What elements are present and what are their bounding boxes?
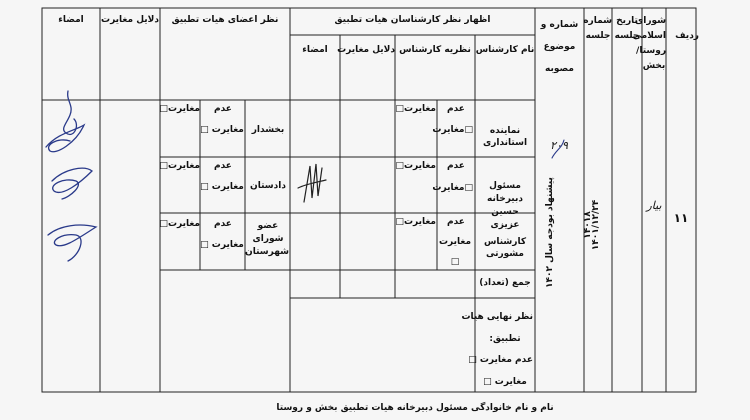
header-shora: شورای اسلامی روستا/ بخش [632,16,666,71]
expert-moghayerat-3[interactable]: مغایرت□ [395,217,436,227]
header-expert-reasons: دلایل مغایرت [337,45,395,55]
member-moghayerat-2[interactable]: مغایرت□ [159,161,200,171]
row-radif: ۱۱ [673,211,689,225]
header-mozoo: شماره و موضوع مصوبه [540,20,579,74]
header-expert-opinion: نظریه کارشناس [399,45,471,55]
total-label: جمع (تعداد) [479,278,531,288]
header-radif: ردیف [675,31,699,41]
expert-moghayerat-2[interactable]: مغایرت□ [395,161,436,171]
member-moghayerat-3[interactable]: مغایرت□ [159,219,200,229]
header-members-reasons: دلایل مغایرت [101,15,159,25]
expert-name-3: کارشناس مشورتی [483,237,527,259]
row-shora: بیار [646,199,662,212]
header-shomare: شماره جلسه [583,16,612,41]
expert-adam-label-2: عدم [447,161,465,171]
final-option-adam[interactable]: عدم مغایرت □ [468,355,533,365]
member-adam-label-3: عدم [214,219,232,229]
header-tarikh: تاریخ جلسه [614,16,640,41]
footer-caption: نام و نام خانوادگی مسئول دبیرخانه هیات تطبیق بخش و روستا [276,403,554,413]
header-expert-sign: امضاء [302,45,328,55]
member-moghayerat-1[interactable]: مغایرت□ [159,104,200,114]
expert-name-2: مسئول دبیرخانه حسین عزیزی [487,181,523,230]
expert-adam-moghayerat-1[interactable]: □مغایرت [432,125,473,135]
expert-adam-checkbox-3[interactable]: □ [450,257,460,267]
member-name-2: دادستان [250,181,286,191]
member-adam-moghayerat-1[interactable]: مغایرت □ [200,125,244,135]
member-name-3: عضو شورای شهرستان [245,221,289,257]
header-expert-name: نام کارشناس [475,45,535,55]
final-label: نظر نهایی هیات تطبیق: [461,312,533,344]
row-tarikh: ۱۴۰۱/۱۲/۲۴ [591,199,601,251]
row-mozoo: پیشنهاد بودجه سال ۱۴۰۲ [545,177,555,288]
expert-signature [292,158,332,214]
handwritten-signatures [40,85,110,275]
member-adam-label-2: عدم [214,161,232,171]
final-option-moghayerat[interactable]: مغایرت □ [483,377,527,387]
member-adam-moghayerat-3[interactable]: مغایرت □ [200,240,244,250]
expert-moghayerat-label-3: مغایرت [438,237,472,247]
row-mozoo-number: ۲۰۹ [550,139,568,152]
header-members-sign: امضاء [58,15,84,25]
member-adam-label-1: عدم [214,104,232,114]
expert-adam-label-1: عدم [447,104,465,114]
member-adam-moghayerat-2[interactable]: مغایرت □ [200,182,244,192]
expert-name-1: نماینده استانداری [482,126,528,148]
expert-adam-label-3: عدم [447,217,465,227]
row-shomare: ۱۴۰۱۸ [583,211,593,239]
member-name-1: بخشدار [251,125,285,135]
expert-moghayerat-1[interactable]: مغایرت□ [395,104,436,114]
header-experts-group: اظهار نظر کارشناسان هیات تطبیق [334,15,491,25]
expert-adam-moghayerat-2[interactable]: □مغایرت [432,183,473,193]
header-members-group: نظر اعضای هیات تطبیق [171,15,279,25]
mozoo-handwriting [548,132,570,162]
